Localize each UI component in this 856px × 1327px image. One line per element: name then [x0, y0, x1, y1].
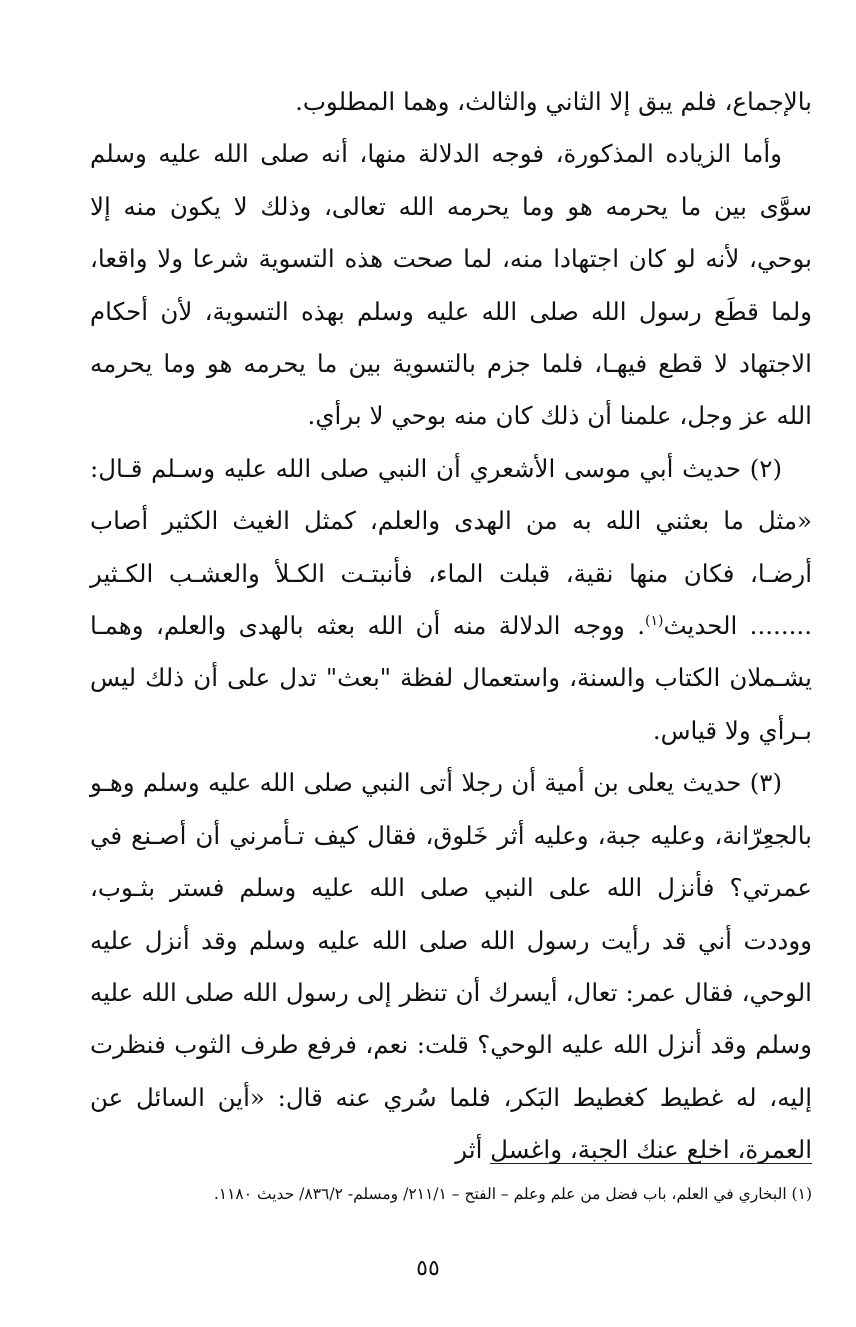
body-text: [90, 76, 812, 1177]
hadith-abu-musa-text: (٢) حديث أبي موسى الأشعري أن النبي صلى الله عليه وسـلم قـال: «مثل ما بعثني الله به من الهدى والعلم، كمثل الغيث الكثير أصاب أرضـا، فكان منها نقية، قبلت الماء، فأنبتـت الكـلأ والعشـب الكـثير ........ الحديث: [90, 453, 812, 641]
hadith-abu-musa-explanation: . ووجه الدلالة منه أن الله بعثه بالهدى والعلم، وهمـا يشـملان الكتاب والسنة، واستعمال لفظة "بعث" تدل على أن ذلك ليس بـرأي ولا قياس.: [90, 611, 812, 745]
footnote-text: (١) البخاري في العلم، باب فضل من علم وعلم – الفتح – ٢١١/١/ ومسلم- ٨٣٦/٢/ حديث ١١٨٠.: [213, 1185, 812, 1203]
footnote-reference: (١): [645, 612, 664, 629]
paragraph-hadith-yala: (٣) حديث يعلى بن أمية أن رجلا أتى النبي صلى الله عليه وسلم وهـو بالجعِرّانة، وعليه جبة، وعليه أثر خَلوق، فقال كيف تـأمرني أن أصـنع في عمرتي؟ فأنزل الله على النبي صلى الله عليه وسلم فستر بثـوب، ووددت أني قد رأيت رسول الله صلى الله عليه وسلم وقد أنزل عليه الوحي، فقال عمر: تعال، أيسرك أن تنظر إلى رسول الله صلى الله عليه وسلم وقد أنزل الله عليه الوحي؟ قلت: نعم، فرفع طرف الثوب فنظرت إليه، له غطيط كغطيط البَكر، فلما سُري عنه قال: «أين السائل عن العمرة، اخلع عنك الجبة، واغسل أثر: [90, 768, 812, 1165]
footnote-divider: [490, 1163, 812, 1164]
paragraph-addition-argument: وأما الزياده المذكورة، فوجه الدلالة منها، أنه صلى الله عليه وسلم سوَّى بين ما يحرمه هو وما يحرمه الله تعالى، وذلك لا يكون منه إلا بوحي، لأنه لو كان اجتهادا منه، لما صحت هذه التسوية شرعا ولا واقعا، ولما قطَع رسول الله صلى الله عليه وسلم بهذه التسوية، لأن أحكام الاجتهاد لا قطع فيهـا، فلما جزم بالتسوية بين ما يحرمه هو وما يحرمه الله عز وجل، علمنا أن ذلك كان منه بوحي لا برأي.: [90, 139, 812, 431]
paragraph-hadith-abu-musa: [90, 443, 812, 757]
page-number: ٥٥: [416, 1256, 440, 1281]
paragraph-intro-line: بالإجماع، فلم يبق إلا الثاني والثالث، وهما المطلوب.: [295, 87, 812, 116]
